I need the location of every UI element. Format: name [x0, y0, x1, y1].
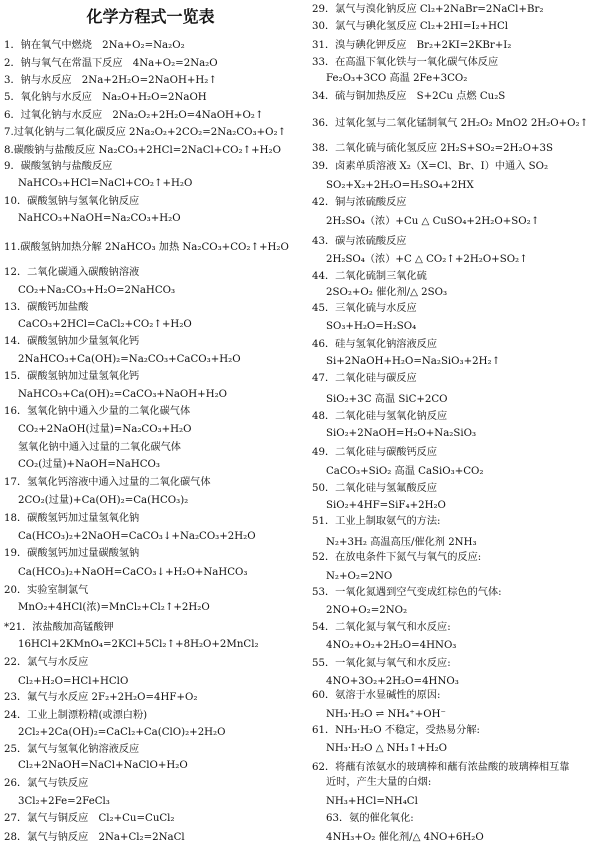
right-line-29: 51．工业上制取氨气的方法: — [312, 516, 441, 527]
right-line-19: 46．硅与氢氧化钠溶液反应 — [312, 339, 438, 350]
left-line-31: 20．实验室制氯气 — [4, 585, 89, 596]
right-line-20: Si+2NaOH+H₂O=Na₂SiO₃+2H₂↑ — [326, 356, 501, 367]
right-line-22: SiO₂+3C 高温 SiC+2CO — [326, 394, 448, 405]
right-line-26: CaCO₃+SiO₂ 高温 CaSiO₃+CO₂ — [326, 466, 484, 477]
left-line-42: 26．氯气与铁反应 — [4, 778, 89, 789]
left-line-29: 19．碳酸氢钙加过量碳酸氢钠 — [4, 548, 140, 559]
right-line-11: 42．铜与浓硫酸反应 — [312, 197, 407, 208]
right-line-42: NH₃·H₂O △ NH₃↑+H₂O — [326, 743, 448, 754]
right-line-3: 31．溴与碘化钾反应 Br₂+2KI=2KBr+I₂ — [312, 40, 512, 51]
right-line-47: 4NH₃+O₂ 催化剂/△ 4NO+6H₂O — [326, 832, 484, 843]
right-line-2: 30．氯气与碘化氢反应 Cl₂+2HI=I₂+HCl — [312, 21, 509, 32]
right-line-30: N₂+3H₂ 高温高压/催化剂 2NH₃ — [326, 537, 477, 548]
left-line-40: 25．氯气与氢氧化钠溶液反应 — [4, 744, 140, 755]
right-line-44: 近时，产生大量的白烟: — [326, 777, 432, 788]
left-line-38: 24．工业上制漂粉精(或漂白粉) — [4, 710, 148, 721]
right-line-46: 63．氨的催化氧化: — [326, 813, 414, 824]
right-line-39: 60．氨溶于水显碱性的原因: — [312, 690, 441, 701]
left-line-36: Cl₂+H₂O=HCl+HClO — [18, 676, 129, 687]
left-line-6: 7.过氧化钠与二氧化碳反应 2Na₂O₂+2CO₂=2Na₂CO₃+O₂↑ — [4, 127, 287, 138]
left-line-28: Ca(HCO₃)₂+2NaOH=CaCO₃↓+Na₂CO₃+2H₂O — [18, 531, 256, 542]
right-line-10: SO₂+X₂+2H₂O=H₂SO₄+2HX — [326, 180, 474, 191]
right-line-1: 29．氯气与溴化钠反应 Cl₂+2NaBr=2NaCl+Br₂ — [312, 4, 544, 15]
left-line-9: NaHCO₃+HCl=NaCl+CO₂↑+H₂O — [18, 178, 193, 189]
left-line-7: 8.碳酸钠与盐酸反应 Na₂CO₃+2HCl=2NaCl+CO₂↑+H₂O — [4, 145, 281, 156]
right-line-35: 54．二氧化氮与氧气和水反应: — [312, 622, 451, 633]
left-line-32: MnO₂+4HCl(浓)=MnCl₂+Cl₂↑+2H₂O — [18, 602, 210, 613]
left-line-24: CO₂(过量)+NaOH=NaHCO₃ — [18, 459, 160, 470]
right-line-40: NH₃·H₂O ⇌ NH₄⁺+OH⁻ — [326, 709, 446, 720]
left-line-11: NaHCO₃+NaOH=Na₂CO₃+H₂O — [18, 213, 181, 224]
right-line-17: 45．三氧化硫与水反应 — [312, 303, 417, 314]
left-line-14: CO₂+Na₂CO₃+H₂O=2NaHCO₃ — [18, 285, 176, 296]
right-line-33: 53．一氧化氮遇到空气变成红棕色的气体: — [312, 587, 502, 598]
left-line-25: 17．氢氧化钙溶液中通入过量的二氧化碳气体 — [4, 477, 211, 488]
left-line-3: 3．钠与水反应 2Na+2H₂O=2NaOH+H₂↑ — [4, 75, 217, 86]
left-line-10: 10．碳酸氢钠与氢氧化钠反应 — [4, 196, 140, 207]
left-line-15: 13．碳酸钙加盐酸 — [4, 302, 89, 313]
right-line-24: SiO₂+2NaOH=H₂O+Na₂SiO₃ — [326, 428, 477, 439]
left-line-22: CO₂+2NaOH(过量)=Na₂CO₃+H₂O — [18, 424, 192, 435]
right-line-8: 38．二氧化硫与硫化氢反应 2H₂S+SO₂=2H₂O+3S — [312, 143, 553, 154]
right-line-34: 2NO+O₂=2NO₂ — [326, 605, 408, 616]
right-line-4: 33．在高温下氧化铁与一氧化碳气体反应 — [312, 57, 499, 68]
left-line-17: 14．碳酸氢钠加少量氢氧化钙 — [4, 336, 140, 347]
right-line-12: 2H₂SO₄（浓）+Cu △ CuSO₄+2H₂O+SO₂↑ — [326, 216, 540, 227]
left-line-39: 2Cl₂+2Ca(OH)₂=CaCl₂+Ca(ClO)₂+2H₂O — [18, 727, 226, 738]
right-line-43: 62．将蘸有浓氨水的玻璃棒和蘸有浓盐酸的玻璃棒相互靠 — [312, 762, 570, 773]
left-line-5: 6．过氧化钠与水反应 2Na₂O₂+2H₂O=4NaOH+O₂↑ — [4, 110, 264, 121]
left-line-41: Cl₂+2NaOH=NaCl+NaClO+H₂O — [18, 760, 188, 771]
left-line-16: CaCO₃+2HCl=CaCl₂+CO₂↑+H₂O — [18, 319, 192, 330]
left-line-37: 23．氟气与水反应 2F₂+2H₂O=4HF+O₂ — [4, 692, 198, 703]
right-line-25: 49．二氧化硅与碳酸钙反应 — [312, 447, 438, 458]
right-line-41: 61．NH₃·H₂O 不稳定，受热易分解: — [312, 725, 480, 736]
right-line-21: 47．二氧化硅与碳反应 — [312, 373, 417, 384]
left-line-33: *21．浓盐酸加高锰酸钾 — [4, 622, 114, 633]
left-line-21: 16．氢氧化钠中通入少量的二氧化碳气体 — [4, 406, 191, 417]
left-line-13: 12．二氧化碳通入碳酸钠溶液 — [4, 267, 140, 278]
right-line-14: 2H₂SO₄（浓）+C △ CO₂↑+2H₂O+SO₂↑ — [326, 254, 528, 265]
left-line-23: 氢氧化钠中通入过量的二氧化碳气体 — [18, 442, 181, 453]
right-line-28: SiO₂+4HF=SiF₄+2H₂O — [326, 500, 446, 511]
left-line-27: 18．碳酸氢钙加过量氢氧化钠 — [4, 513, 140, 524]
right-line-9: 39．卤素单质溶液 X₂（X=Cl、Br、I）中通入 SO₂ — [312, 161, 549, 172]
left-line-18: 2NaHCO₃+Ca(OH)₂=Na₂CO₃+CaCO₃+H₂O — [18, 354, 241, 365]
left-line-44: 27．氯气与铜反应 Cl₂+Cu=CuCl₂ — [4, 813, 175, 824]
right-line-31: 52．在放电条件下氮气与氧气的反应: — [312, 552, 482, 563]
right-line-45: NH₃+HCl=NH₄Cl — [326, 796, 418, 807]
left-line-26: 2CO₂(过量)+Ca(OH)₂=Ca(HCO₃)₂ — [18, 495, 189, 506]
right-line-6: 34．硫与铜加热反应 S+2Cu 点燃 Cu₂S — [312, 91, 506, 102]
left-line-1: 1．钠在氧气中燃烧 2Na+O₂=Na₂O₂ — [4, 40, 185, 51]
right-line-7: 36．过氧化氢与二氧化锰制氧气 2H₂O₂ MnO2 2H₂O+O₂↑ — [312, 118, 589, 129]
left-line-45: 28．氯气与钠反应 2Na+Cl₂=2NaCl — [4, 832, 185, 843]
right-line-32: N₂+O₂=2NO — [326, 571, 393, 582]
left-line-34: 16HCl+2KMnO₄=2KCl+5Cl₂↑+8H₂O+2MnCl₂ — [18, 639, 259, 650]
right-line-27: 50．二氧化硅与氢氟酸反应 — [312, 483, 438, 494]
left-line-2: 2．钠与氧气在常温下反应 4Na+O₂=2Na₂O — [4, 58, 218, 69]
right-line-38: 4NO+3O₂+2H₂O=4HNO₃ — [326, 676, 459, 687]
right-line-15: 44．二氧化硫制三氧化硫 — [312, 271, 427, 282]
right-line-18: SO₃+H₂O=H₂SO₄ — [326, 321, 417, 332]
left-line-20: NaHCO₃+Ca(OH)₂=CaCO₃+NaOH+H₂O — [18, 389, 228, 400]
left-line-8: 9．碳酸氢钠与盐酸反应 — [4, 161, 113, 172]
right-line-13: 43．碳与浓硫酸反应 — [312, 236, 407, 247]
right-line-5: Fe₂O₃+3CO 高温 2Fe+3CO₂ — [326, 73, 468, 84]
left-line-4: 5．氧化钠与水反应 Na₂O+H₂O=2NaOH — [4, 92, 207, 103]
right-line-36: 4NO₂+O₂+2H₂O=4HNO₃ — [326, 640, 457, 651]
right-line-16: 2SO₂+O₂ 催化剂/△ 2SO₃ — [326, 287, 448, 298]
page-title: 化学方程式一览表 — [86, 7, 215, 26]
right-line-37: 55．一氧化氮与氧气和水反应: — [312, 658, 451, 669]
left-line-30: Ca(HCO₃)₂+NaOH=CaCO₃↓+H₂O+NaHCO₃ — [18, 567, 248, 578]
left-line-19: 15．碳酸氢钠加过量氢氧化钙 — [4, 371, 140, 382]
left-line-43: 3Cl₂+2Fe=2FeCl₃ — [18, 796, 110, 807]
right-line-23: 48．二氧化硅与氢氧化钠反应 — [312, 411, 448, 422]
left-line-12: 11.碳酸氢钠加热分解 2NaHCO₃ 加热 Na₂CO₃+CO₂↑+H₂O — [4, 242, 289, 253]
left-line-35: 22．氯气与水反应 — [4, 657, 89, 668]
